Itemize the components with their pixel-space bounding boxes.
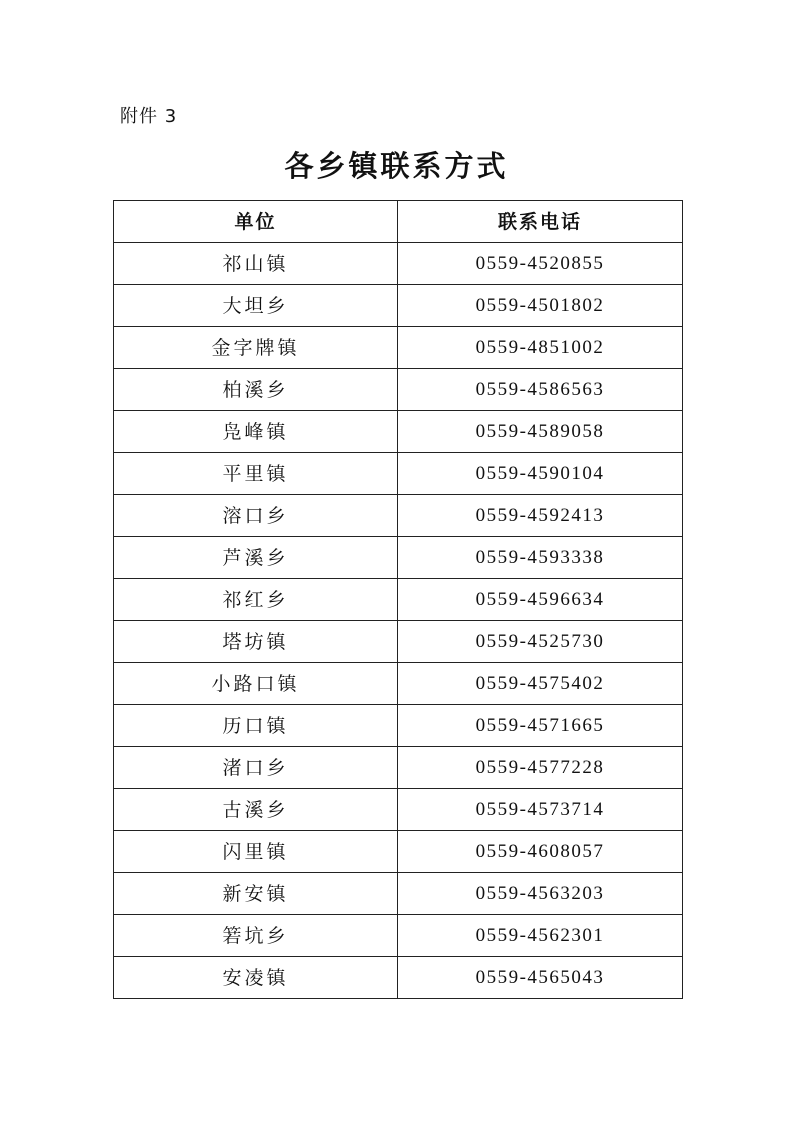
- phone-cell: 0559-4563203: [398, 873, 683, 915]
- unit-cell: 凫峰镇: [114, 411, 398, 453]
- table-row: [114, 831, 683, 873]
- unit-cell: 安凌镇: [114, 957, 398, 999]
- unit-cell: 溶口乡: [114, 495, 398, 537]
- unit-cell: 小路口镇: [114, 663, 398, 705]
- table-row: [114, 327, 683, 369]
- phone-cell: 0559-4593338: [398, 537, 683, 579]
- table-row: [114, 411, 683, 453]
- phone-cell: 0559-4592413: [398, 495, 683, 537]
- table-header-row: [114, 201, 683, 243]
- table-row: [114, 495, 683, 537]
- unit-cell: 大坦乡: [114, 285, 398, 327]
- phone-cell: 0559-4590104: [398, 453, 683, 495]
- unit-cell: 金字牌镇: [114, 327, 398, 369]
- phone-cell: 0559-4851002: [398, 327, 683, 369]
- unit-cell: 平里镇: [114, 453, 398, 495]
- table-row: [114, 285, 683, 327]
- unit-cell: 祁红乡: [114, 579, 398, 621]
- table-row: [114, 789, 683, 831]
- phone-cell: 0559-4573714: [398, 789, 683, 831]
- phone-cell: 0559-4565043: [398, 957, 683, 999]
- unit-cell: 塔坊镇: [114, 621, 398, 663]
- table-row: [114, 705, 683, 747]
- phone-cell: 0559-4520855: [398, 243, 683, 285]
- contacts-table: [113, 200, 683, 999]
- phone-cell: 0559-4575402: [398, 663, 683, 705]
- attachment-label: 附件 3: [120, 106, 178, 127]
- unit-cell: 芦溪乡: [114, 537, 398, 579]
- table-row: [114, 957, 683, 999]
- table-row: [114, 747, 683, 789]
- unit-cell: 祁山镇: [114, 243, 398, 285]
- table-row: [114, 537, 683, 579]
- table-row: [114, 369, 683, 411]
- phone-cell: 0559-4525730: [398, 621, 683, 663]
- phone-cell: 0559-4589058: [398, 411, 683, 453]
- table-row: [114, 663, 683, 705]
- header-phone: 联系电话: [398, 201, 683, 243]
- table-row: [114, 621, 683, 663]
- unit-cell: 新安镇: [114, 873, 398, 915]
- table-row: [114, 873, 683, 915]
- phone-cell: 0559-4577228: [398, 747, 683, 789]
- unit-cell: 柏溪乡: [114, 369, 398, 411]
- unit-cell: 古溪乡: [114, 789, 398, 831]
- unit-cell: 箬坑乡: [114, 915, 398, 957]
- table-row: [114, 579, 683, 621]
- phone-cell: 0559-4586563: [398, 369, 683, 411]
- table-row: [114, 453, 683, 495]
- phone-cell: 0559-4571665: [398, 705, 683, 747]
- unit-cell: 闪里镇: [114, 831, 398, 873]
- phone-cell: 0559-4608057: [398, 831, 683, 873]
- phone-cell: 0559-4596634: [398, 579, 683, 621]
- table-row: [114, 243, 683, 285]
- unit-cell: 渚口乡: [114, 747, 398, 789]
- table-row: [114, 915, 683, 957]
- page-title: 各乡镇联系方式: [284, 149, 509, 183]
- phone-cell: 0559-4562301: [398, 915, 683, 957]
- unit-cell: 历口镇: [114, 705, 398, 747]
- phone-cell: 0559-4501802: [398, 285, 683, 327]
- header-unit: 单位: [114, 201, 398, 243]
